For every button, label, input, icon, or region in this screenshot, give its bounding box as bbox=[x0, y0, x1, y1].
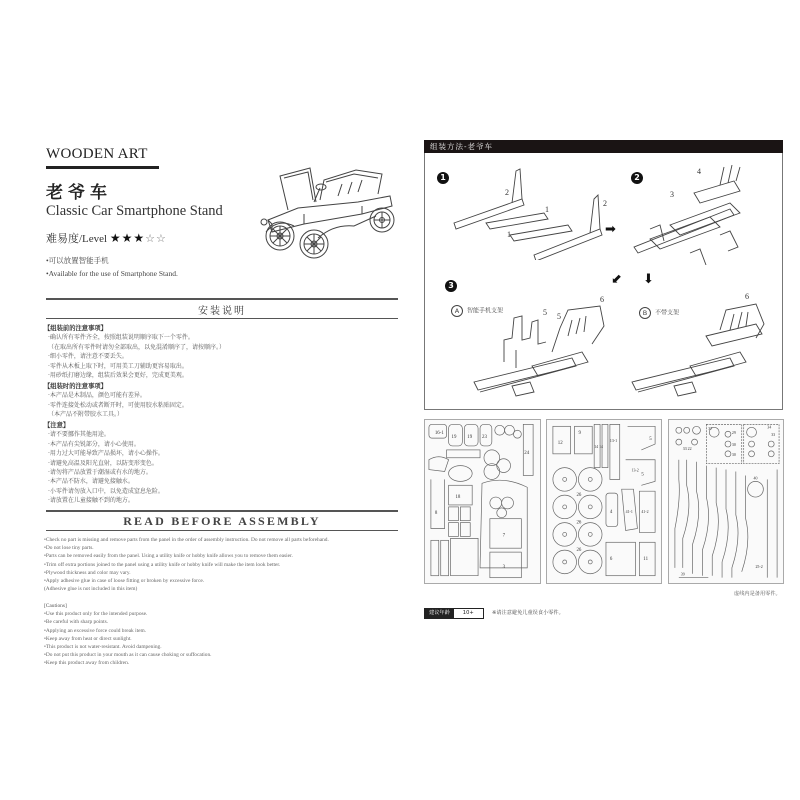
cn-item: ·小零件请勿放入口中，以免造成窒息危险。 bbox=[48, 487, 164, 495]
section-rule bbox=[46, 318, 398, 319]
step-1-badge: 1 bbox=[437, 172, 449, 184]
svg-text:11: 11 bbox=[643, 556, 649, 562]
svg-text:30: 30 bbox=[731, 441, 736, 447]
cn-item: ·用砂纸打磨边缘，组装后效果会更好，完成更美观。 bbox=[48, 372, 188, 380]
svg-text:6: 6 bbox=[609, 556, 613, 562]
age-label: 建议年龄 bbox=[425, 609, 454, 618]
svg-text:13-2: 13-2 bbox=[631, 467, 639, 473]
svg-text:25-2: 25-2 bbox=[755, 563, 763, 569]
part-label: 5 bbox=[543, 308, 547, 317]
variant-mark: A bbox=[451, 305, 463, 317]
en-item: •Plywood thickness and color may vary. bbox=[44, 569, 131, 576]
sheet-1-parts bbox=[425, 420, 540, 583]
cn-item: ·细小零件，请注意不要丢失。 bbox=[48, 353, 128, 361]
age-badge bbox=[424, 608, 484, 619]
svg-text:16-1: 16-1 bbox=[434, 431, 444, 437]
svg-text:26: 26 bbox=[576, 493, 582, 499]
svg-text:19: 19 bbox=[451, 435, 457, 441]
cn-item: （在取出所有零件时请勿全部取出，以免混淆顺序了，请按顺序。） bbox=[48, 343, 226, 351]
part-label: 5 bbox=[557, 312, 561, 321]
en-item: (Adhesive glue is not included in this item) bbox=[44, 586, 138, 593]
step-2-badge: 2 bbox=[631, 172, 643, 184]
en-instructions bbox=[44, 536, 400, 593]
cn-item: ·用力过大可能导致产品损坏，请小心操作。 bbox=[48, 450, 164, 458]
part-label: 2 bbox=[505, 188, 509, 197]
sheet-caption: 虚线内是备用零件。 bbox=[734, 591, 781, 597]
level-label: 难易度/Level bbox=[46, 233, 108, 245]
svg-text:33 22: 33 22 bbox=[682, 445, 692, 451]
en-item: •Check no part is missing and remove parts from the panel in the order of assembly instruction. Do not remove all parts beforehand. bbox=[44, 537, 329, 543]
svg-text:7: 7 bbox=[502, 533, 506, 539]
cn-cautions bbox=[44, 421, 394, 506]
parts-sheet-2 bbox=[546, 419, 662, 584]
arrow-down-left-icon: ⬋ bbox=[611, 272, 622, 287]
variant-b-diagram bbox=[630, 300, 780, 400]
svg-text:19: 19 bbox=[467, 435, 473, 441]
svg-text:41-1: 41-1 bbox=[625, 508, 633, 514]
svg-text:5: 5 bbox=[641, 472, 644, 478]
variant-mark: B bbox=[639, 307, 651, 319]
en-caution-item: •Applying an excessive force could break item. bbox=[44, 627, 147, 634]
feature-cn: •可以放置智能手机 bbox=[46, 256, 109, 265]
svg-text:26: 26 bbox=[576, 548, 582, 554]
en-item: •Trim off extra portions joined to the panel using a utility knife or hobby knife will make the item look better. bbox=[44, 561, 281, 568]
classic-car-illustration bbox=[258, 162, 398, 262]
en-caution-item: •Keep this product away from children. bbox=[44, 660, 130, 667]
en-item: •Do not lose tiny parts. bbox=[44, 545, 94, 552]
part-label: 3 bbox=[670, 190, 674, 199]
en-caution-item: •Use this product only for the intended purpose. bbox=[44, 611, 148, 618]
svg-text:18: 18 bbox=[455, 495, 461, 501]
product-title-en: Classic Car Smartphone Stand bbox=[46, 203, 223, 219]
cn-heading: 【组装时的注意事项】 bbox=[44, 383, 107, 390]
en-caution-item: •This product is not water-resistant. Avoid dampening. bbox=[44, 644, 162, 651]
svg-text:41-2: 41-2 bbox=[641, 508, 649, 514]
part-label: 4 bbox=[697, 167, 701, 176]
step-1-diagram bbox=[452, 165, 622, 260]
svg-text:29: 29 bbox=[731, 430, 736, 436]
cn-item: ·请放置在儿童接触不到的地方。 bbox=[48, 497, 134, 505]
svg-text:30: 30 bbox=[731, 451, 736, 457]
section-title-cn: 安装说明 bbox=[198, 306, 246, 317]
svg-text:9: 9 bbox=[578, 431, 581, 437]
parts-sheet-3 bbox=[668, 419, 784, 584]
product-title-cn: 老爷车 bbox=[46, 183, 112, 203]
svg-text:14 14: 14 14 bbox=[594, 443, 604, 449]
svg-text:13-1: 13-1 bbox=[609, 438, 618, 444]
brand-underline bbox=[46, 166, 159, 169]
assembly-header: 组装方法-老爷车 bbox=[424, 140, 783, 153]
brand-name: WOODEN ART bbox=[46, 146, 148, 162]
svg-text:37: 37 bbox=[708, 426, 713, 432]
variant-label: 不带支架 bbox=[655, 309, 680, 317]
age-note: ※请注意避免儿童误食小零件。 bbox=[492, 610, 564, 616]
cn-item: ·本产品不防水，请避免接触水。 bbox=[48, 478, 134, 486]
part-label: 6 bbox=[745, 292, 749, 301]
cn-notes-before-assembly bbox=[44, 324, 394, 380]
svg-text:3: 3 bbox=[502, 564, 506, 570]
svg-text:26: 26 bbox=[576, 520, 582, 526]
en-heading: [Cautions] bbox=[44, 603, 67, 609]
svg-text:12: 12 bbox=[557, 441, 563, 447]
svg-text:34: 34 bbox=[767, 424, 772, 430]
svg-text:5: 5 bbox=[649, 437, 652, 443]
cn-item: ·本产品是木制品，颜色可能有差异。 bbox=[48, 392, 146, 400]
variant-label: 智能手机支架 bbox=[467, 307, 504, 315]
svg-text:40: 40 bbox=[753, 475, 758, 481]
section-title-en: READ BEFORE ASSEMBLY bbox=[123, 514, 321, 528]
cn-item: ·请勿将产品放置于潮湿或有水的地方。 bbox=[48, 469, 152, 477]
en-item: •Apply adhesive glue in case of loose fitting or broken by excessive force. bbox=[44, 578, 205, 585]
variant-a-diagram bbox=[472, 300, 622, 400]
en-caution-item: •Keep away from heat or direct sunlight. bbox=[44, 635, 132, 642]
arrow-down-icon: ⬇ bbox=[643, 272, 654, 287]
cn-notes-during-assembly bbox=[44, 382, 394, 420]
cn-item: ·本产品有尖锐部分，请小心使用。 bbox=[48, 440, 140, 448]
en-caution-item: •Be careful with sharp points. bbox=[44, 619, 109, 626]
cn-item: ·请不要挪作其他用途。 bbox=[48, 431, 110, 439]
cn-heading: 【组装前的注意事项】 bbox=[44, 325, 107, 332]
step-3-badge: 3 bbox=[445, 280, 457, 292]
sheet-3-parts bbox=[669, 420, 783, 583]
svg-text:23: 23 bbox=[482, 435, 487, 441]
section-rule bbox=[46, 510, 398, 512]
step-2-diagram bbox=[630, 165, 780, 265]
star-empty-icon: ☆☆ bbox=[145, 233, 167, 245]
feature-en: •Available for the use of Smartphone Stand. bbox=[46, 269, 178, 278]
svg-text:24: 24 bbox=[524, 450, 530, 456]
en-caution-item: •Do not put this product in your mouth as it can cause choking or suffocation. bbox=[44, 652, 212, 659]
cn-item: ·零件连接处松动或者断开时，可使用胶水粘贴固定。 bbox=[48, 401, 188, 409]
cn-item: ·零件从木板上取下时，可用美工刀辅助更容易取出。 bbox=[48, 362, 188, 370]
cn-item: （本产品不附带胶水工具。） bbox=[48, 411, 124, 419]
difficulty-level bbox=[46, 230, 167, 246]
parts-sheet-1 bbox=[424, 419, 541, 584]
svg-text:33: 33 bbox=[771, 432, 776, 438]
section-rule bbox=[46, 298, 398, 300]
svg-text:8: 8 bbox=[434, 510, 438, 516]
svg-text:39: 39 bbox=[680, 571, 685, 577]
part-label: 2 bbox=[603, 199, 607, 208]
cn-item: ·确认所有零件齐全，按照组装说明顺序取下一个零件。 bbox=[48, 334, 194, 342]
star-filled-icon: ★★★ bbox=[109, 231, 146, 245]
en-item: •Parts can be removed easily from the panel. Using a utility knife or hobby knife allows you to remove them easier. bbox=[44, 553, 293, 560]
cn-heading: 【注意】 bbox=[44, 422, 70, 429]
en-cautions bbox=[44, 602, 400, 668]
cn-item: ·请避免高温及阳光直射，以防变形变色。 bbox=[48, 459, 158, 467]
age-value: 10+ bbox=[454, 609, 483, 618]
section-rule bbox=[46, 530, 398, 531]
part-label: 1 bbox=[507, 230, 511, 239]
svg-text:4: 4 bbox=[609, 509, 613, 515]
sheet-2-parts bbox=[547, 420, 661, 583]
part-label: 6 bbox=[600, 295, 604, 304]
part-label: 1 bbox=[545, 205, 549, 214]
arrow-right-icon: ➡ bbox=[605, 222, 616, 237]
